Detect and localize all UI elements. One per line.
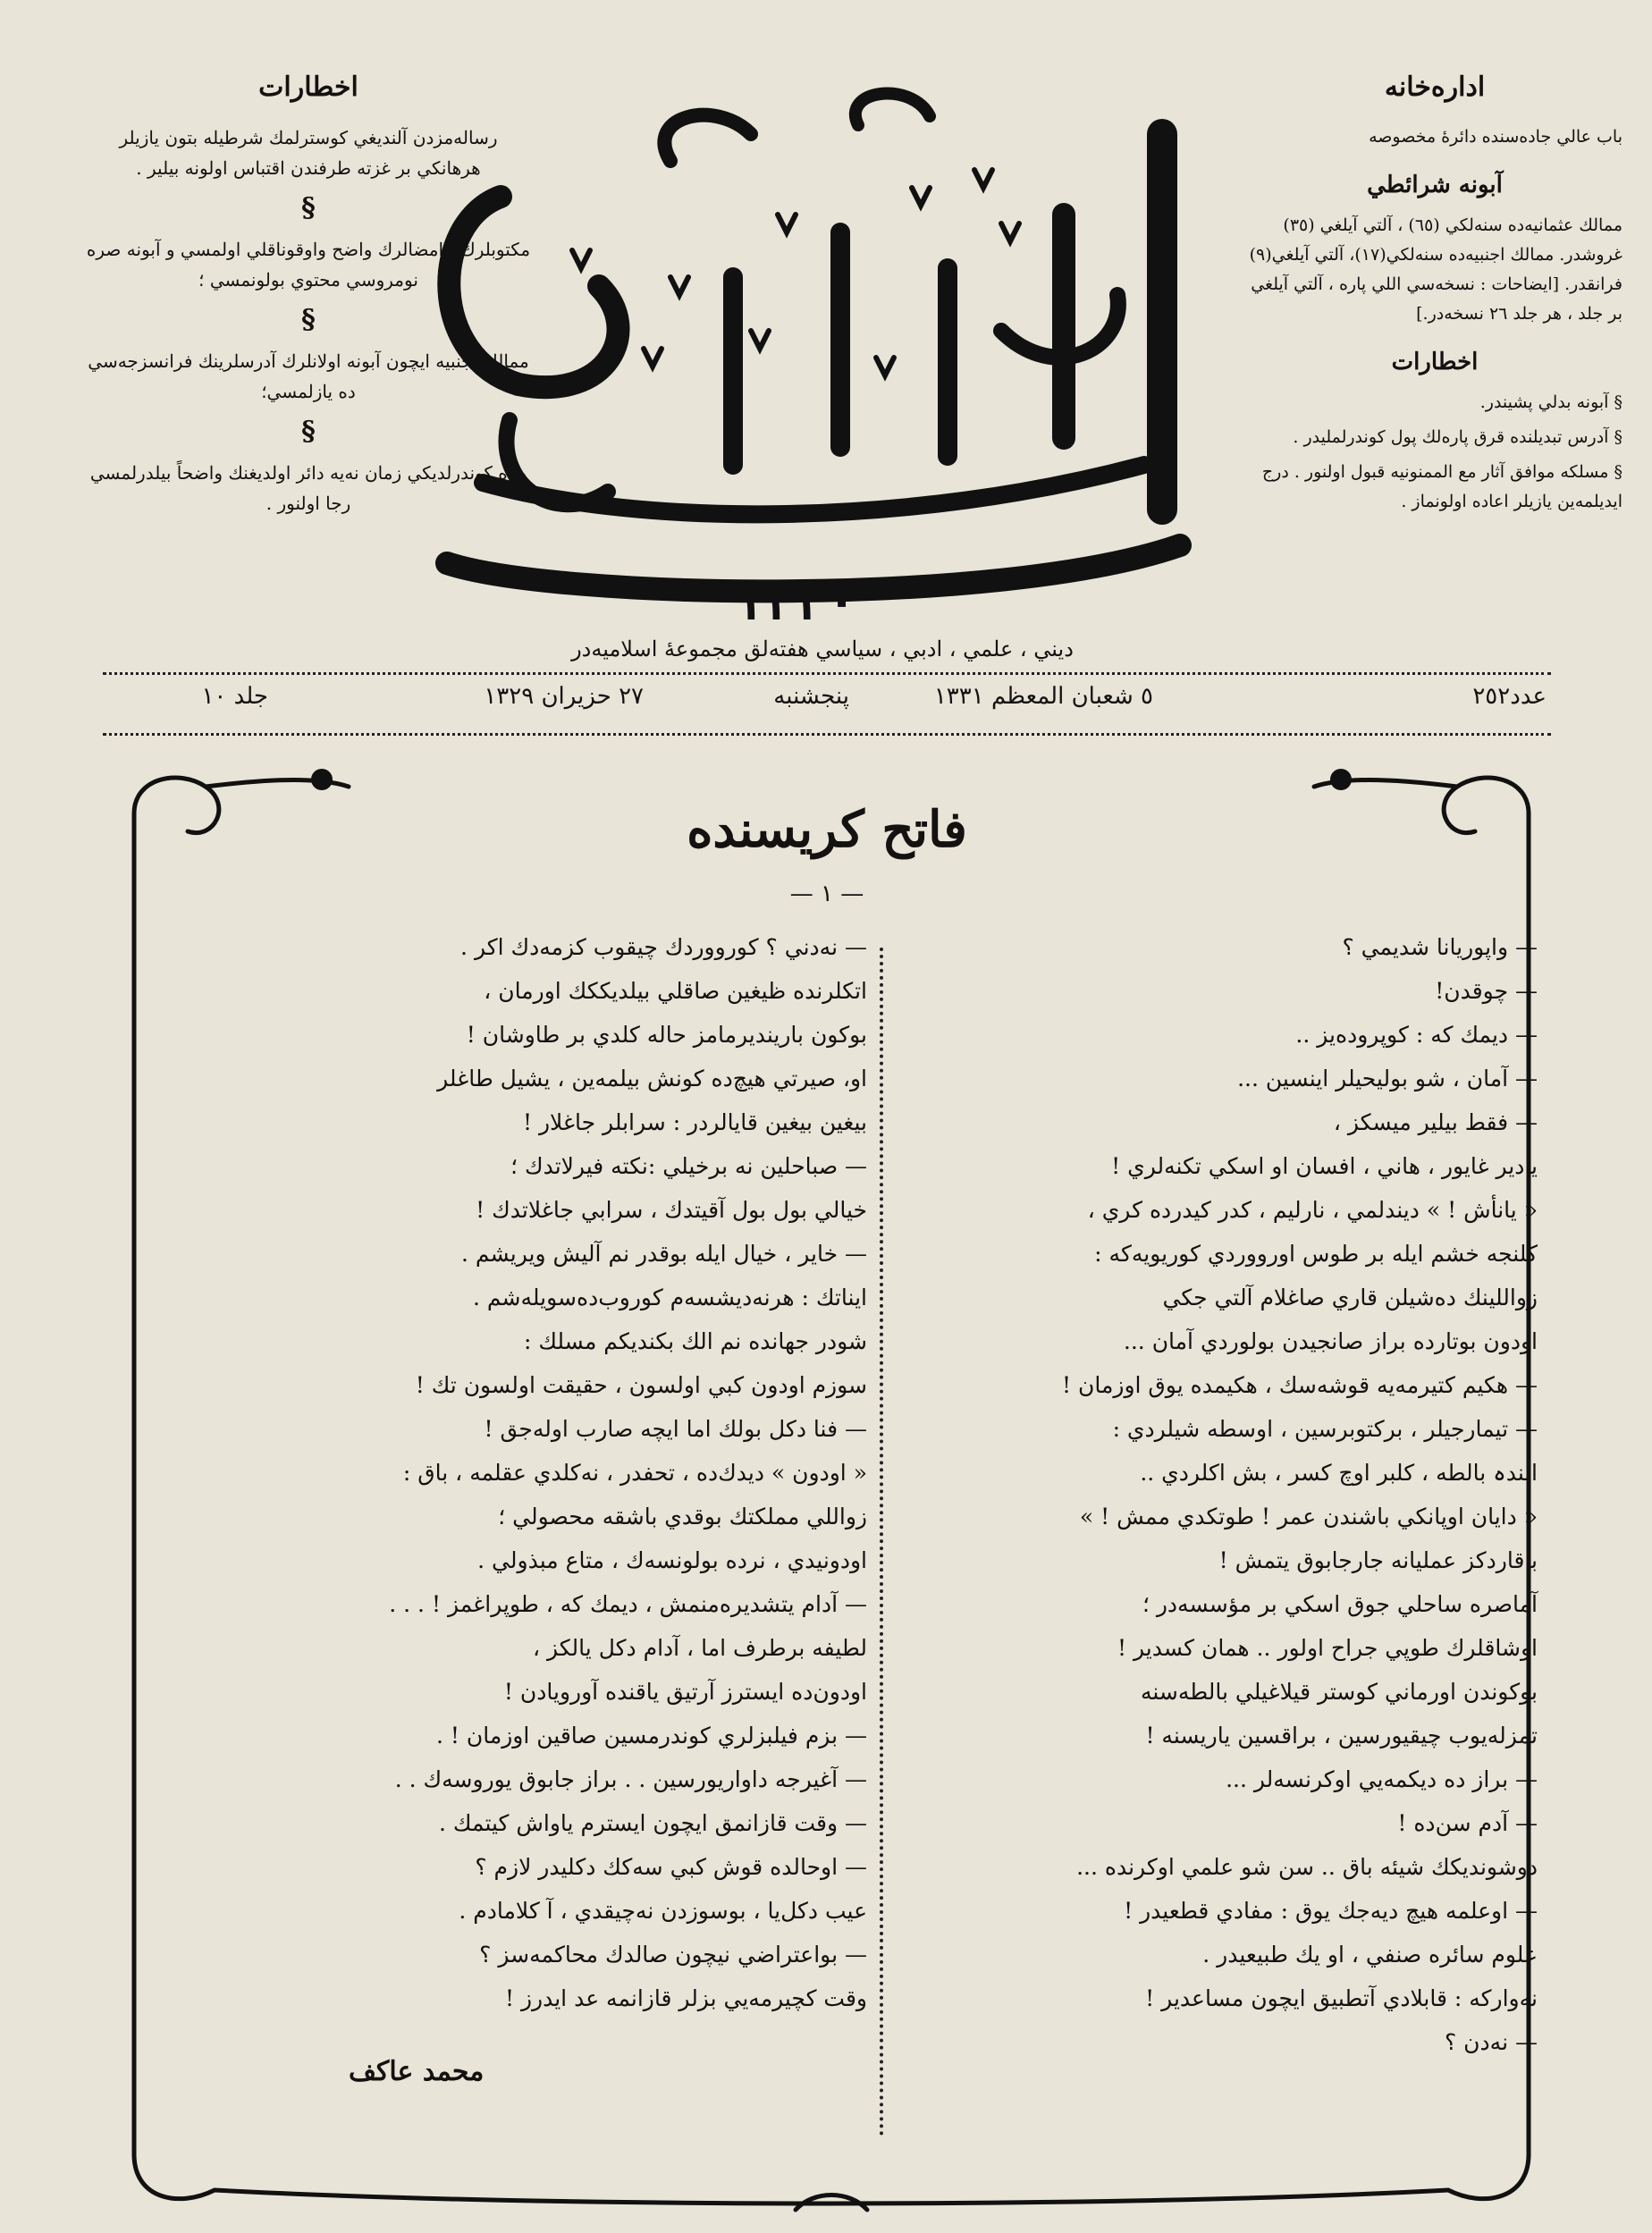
poem-line: اتكلرنده ظيغين صاقلي بيلديككك اورمان ، — [484, 978, 867, 1004]
masthead-logo — [375, 63, 1269, 644]
poem-line: — هكيم كتيرمه‌يه قوشه‌سك ، هكيمده يوق اوزمان ! — [1062, 1372, 1538, 1398]
poem-line: يادير غايور ، هاني ، افسان او اسكي تكنه‌لري ! — [1111, 1153, 1538, 1179]
poem-line: اودون‌ده ايسترز آرتيق ياقنده آورويادن ! — [503, 1679, 867, 1705]
poem-line: باقاردكز عمليانه جارجابوق يتمش ! — [1218, 1547, 1538, 1573]
poem-line: بيغين بيغين قايالردر : سرابلر جاغلار ! — [522, 1109, 867, 1135]
right-notice-2: § آدرس تبديلنده قرق پاره‌لك پول كوندرلمليدر . — [1293, 427, 1622, 447]
poem-line: — نه‌دني ؟ كورووردك چيقوب كزمه‌دك اكر . — [460, 934, 867, 960]
poem-line: — آغيرجه داواريورسين . . براز جابوق يوروسه‌ك . . — [394, 1766, 867, 1792]
poem-line: تمزله‌يوب چيقيورسين ، براقسين ياريسنه ! — [1145, 1723, 1538, 1748]
poem-line: — واپوريانا شديمي ؟ — [1342, 934, 1538, 960]
poem-line: علوم سائره صنفي ، او يك طبيعيدر . — [1202, 1942, 1538, 1968]
poem-line: « يانأش ! » ديندلمي ، نارليم ، كدر كيدرده كري ، — [1087, 1197, 1538, 1223]
left-notice-4: پاره كوندرلديكي زمان نه‌يه دائر اولديغنك واضحاً بيلدرلمسي رجا اولنور . — [89, 462, 527, 514]
header-right-info — [1247, 72, 1622, 522]
poem-line: الندہ بالطه ، كلبر اوچ كسر ، بش اكلردي .. — [1140, 1460, 1538, 1486]
poem-line: — صباحلين نه برخيلي :نكته فيرلاتدك ؛ — [510, 1153, 867, 1179]
poem-line: — بواعتراضي نيچون صالدك محاكمه‌سز ؟ — [479, 1942, 867, 1968]
poem-line: نه‌واركه : قابلادي آتطبيق ايچون مساعدير ! — [1145, 1985, 1538, 2011]
poem-line: اودونيدي ، نرده بولونسه‌ك ، متاع مبذولي . — [477, 1547, 867, 1573]
weekday: پنجشنبه — [773, 683, 849, 710]
dotted-rule-top — [103, 672, 1551, 675]
subscription-title: آبونه شرائطي — [1367, 172, 1503, 198]
poem-line: — تيمارجيلر ، بركتوبرسين ، اوسطه شيلردي : — [1112, 1416, 1538, 1442]
poem-line: آماصره ساحلي جوق اسكي بر مؤسسه‌در ؛ — [1142, 1591, 1538, 1617]
poem-line: اوشاقلرك طوپي جراح اولور .. همان كسدير ! — [1117, 1635, 1538, 1661]
poem-line: — اوحالده قوش كبي سه‌كك دكليدر لازم ؟ — [475, 1854, 867, 1880]
poem-line: — نه‌دن ؟ — [1444, 2029, 1538, 2055]
poem-line: — آدام يتشديره‌منمش ، ديمك كه ، طوپراغمز ! . . . — [389, 1591, 867, 1617]
section-sign: § — [301, 192, 316, 223]
masthead-year: ١٣٣٠ — [734, 566, 857, 633]
article-title: فاتح كريسنده — [687, 800, 967, 859]
poem-line: « اودون » ديدك‌ده ، تحفدر ، نه‌كلدي عقلمه ، باق : — [402, 1460, 867, 1486]
poem-line: — آدم سن‌ده ! — [1397, 1810, 1538, 1836]
poem-line: زواللي مملكتك بوقدي باشقه محصولي ؛ — [498, 1504, 867, 1529]
poem-line: زواللينك ده‌شيلن قاري صاغلام آلتي جكي — [1162, 1285, 1538, 1310]
poem-line: شودر جهانده نم الك بكنديكم مسلك : — [523, 1328, 867, 1354]
poem-line: — وقت قازانمق ايچون ايسترم ياواش كيتمك . — [439, 1810, 867, 1836]
poem-line: او، صيرتي هيچ‌ده كونش بيلمه‌ين ، يشيل طاغلر — [437, 1066, 867, 1091]
part-number: — ١ — — [789, 881, 864, 907]
right-notice-1: § آبونه بدلي پشيندر. — [1479, 392, 1622, 412]
poem-line: خيالي بول بول آقيتدك ، سرابي جاغلاتدك ! — [476, 1197, 867, 1223]
poem-line: بوكون بارينديرمامز حاله كلدي بر طاوشان ! — [466, 1022, 867, 1048]
section-sign: § — [301, 304, 316, 335]
author-signature: محمد عاكف — [349, 2056, 485, 2087]
poem-line: — چوقدن! — [1435, 978, 1538, 1004]
notices-title: اخطارات — [1391, 349, 1479, 375]
poem-line: وقت كچيرمه‌يي بزلر قازانمه عد ايدرز ! — [504, 1985, 867, 2011]
poem-line: عيب دكل‌يا ، بوسوزدن نه‌چيقدي ، آ كلامادم . — [459, 1898, 867, 1924]
issue-number: عدد٢٥٢ — [1472, 683, 1547, 710]
left-notice-3: ممالك اجنبيه ايچون آبونه اولانلرك آدرسلرينك فرانسزجه‌سي ده يازلمسي؛ — [88, 350, 529, 402]
left-notices-title: اخطارات — [258, 72, 358, 103]
poem-line: سوزم اودون كبي اولسون ، حقيقت اولسون تك ! — [415, 1372, 867, 1398]
hijri-date: ٥ شعبان المعظم ١٣٣١ — [933, 683, 1153, 710]
column-divider — [880, 948, 883, 2136]
journal-subtitle: ديني ، علمي ، ادبي ، سياسي هفته‌لق مجموعهٔ اسلاميه‌در — [571, 636, 1074, 661]
poem-line: بوكوندن اورماني كوستر قيلاغيلي بالطه‌سنه — [1140, 1679, 1538, 1705]
subscription-text: ممالك عثمانيه‌ده سنه‌لكي (٦٥) ، آلتي آيلغي (٣٥) غروشدر. ممالك اجنبيه‌ده سنه‌لكي(١٧)، آلتي آيلغي(٩) فرانقدر. [ايضاحات : نسخه‌سي اللي پاره ، آلتي آيلغي بر جلد ، هر جلد ٢٦ نسخه‌در.] — [1249, 215, 1622, 324]
right-notice-3: § مسلكه موافق آثار مع الممنونيه قبول اولنور . درج ايديلمه‌ين يازيلر اعاده اولونماز . — [1261, 462, 1622, 511]
poem-line: — ديمك كه : كوپروده‌يز .. — [1295, 1022, 1538, 1048]
poem-line: ايناتك : هرنه‌ديشسه‌م كوروب‌ده‌سويله‌شم . — [473, 1285, 867, 1310]
dateline — [107, 683, 1547, 728]
poem-line: كلنجه خشم ايله بر طوس اورووردي كوريويه‌كه : — [1094, 1241, 1538, 1267]
poem-line: — فنا دكل بولك اما ايچه صارب اوله‌جق ! — [484, 1416, 867, 1442]
section-sign: § — [301, 416, 316, 447]
poem-line: — خاير ، خيال ايله بوقدر نم آليش ويريشم . — [460, 1241, 867, 1267]
poem-line: « دايان اوپانكي باشندن عمر ! طوتكدي ممش ! » — [1079, 1504, 1538, 1529]
poem-column-left — [170, 925, 867, 2020]
poem-column-right — [894, 925, 1538, 2064]
poem-line: لطيفه برطرف اما ، آدام دكل يالكز ، — [532, 1635, 867, 1661]
poem-line: — براز ده ديكمه‌يي اوكرنسه‌لر ... — [1226, 1766, 1538, 1792]
volume-number: جلد ١٠ — [201, 683, 268, 710]
poem-line: — آمان ، شو بوليحيلر اينسين ... — [1237, 1066, 1538, 1091]
poem-line: — بزم فيلبزلري كوندرمسين صاقين اوزمان ! . — [435, 1723, 867, 1748]
left-notice-2: مكتوبلرك ، امضالرك واضح واوقوناقلي اولمسي و آبونه صره نومروسي محتوي بولونمسي ؛ — [86, 239, 531, 291]
left-notice-1: رساله‌مزدن آلنديغي كوسترلمك شرطيله بتون يازيلر هرهانكي بر غزته طرفندن اقتباس اولونه بيلير . — [119, 127, 498, 179]
office-title: اداره‌خانه — [1384, 72, 1486, 103]
office-address: باب عالي جاده‌سنده دائرهٔ مخصوصه — [1369, 127, 1622, 147]
poem-line: اودون بوتارده براز صانجيدن بولوردي آمان ... — [1123, 1328, 1538, 1354]
poem-line: — فقط بيلير ميسكز ، — [1333, 1109, 1538, 1135]
dotted-rule-bottom — [103, 733, 1551, 736]
poem-line: — اوعلمه هيچ ديه‌جك يوق : مفادي قطعيدر ! — [1124, 1898, 1538, 1924]
poem-line: دوشونديكك شيئه باق .. سن شو علمي اوكرنده ... — [1076, 1854, 1538, 1880]
rumi-date: ٢٧ حزيران ١٣٢٩ — [484, 683, 644, 710]
